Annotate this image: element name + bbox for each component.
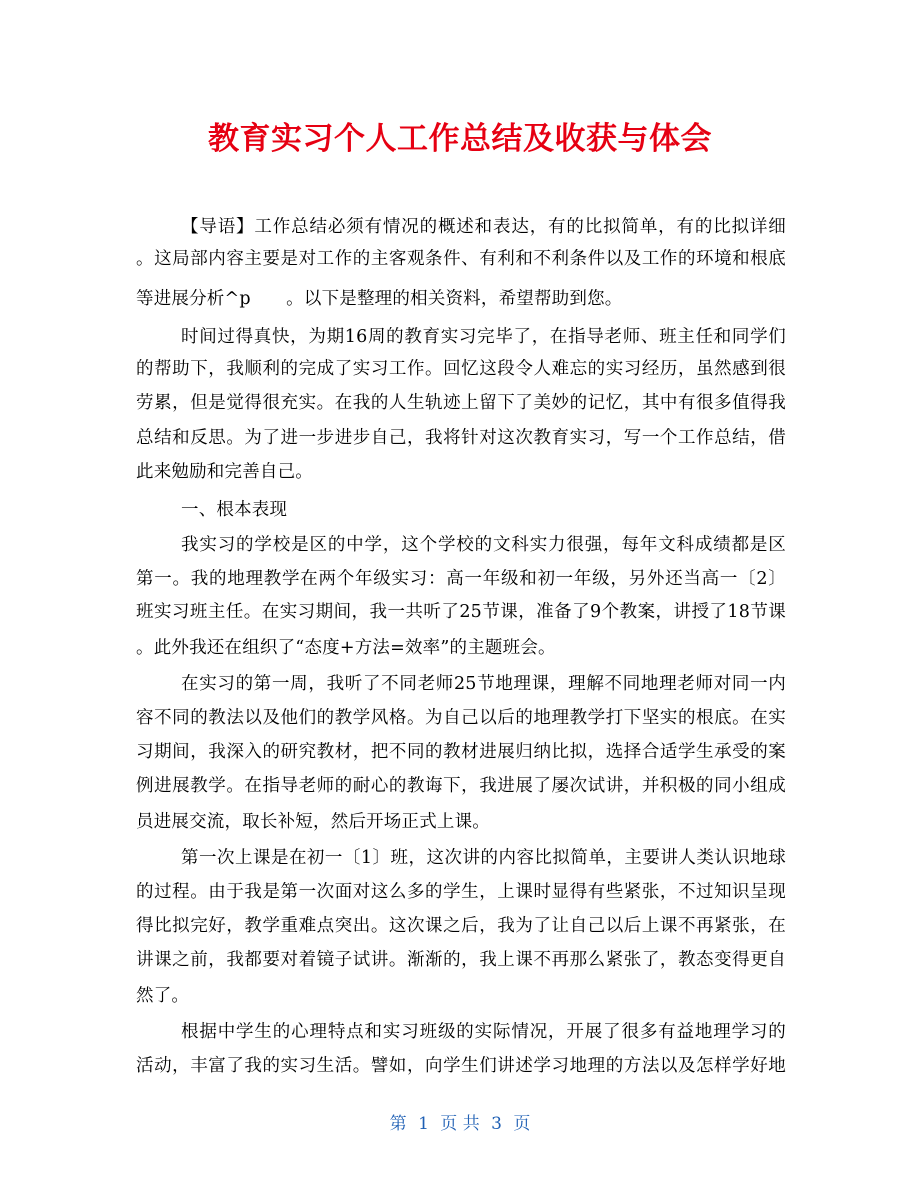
- paragraph-line: 。此外我还在组织了“态度+方法=效率”的主题班会。: [136, 638, 556, 658]
- paragraph-line: 例进展教学。在指导老师的耐心的教诲下，我进展了屡次试讲，并积极的同小组成: [136, 776, 786, 796]
- paragraph-line: 讲课之前，我都要对着镜子试讲。渐渐的，我上课不再那么紧张了，教态变得更自: [136, 950, 786, 970]
- paragraph-line: 班实习班主任。在实习期间，我一共听了25节课，准备了9个教案，讲授了18节课: [136, 602, 786, 622]
- paragraph-line: 此来勉励和完善自己。: [136, 462, 313, 482]
- paragraph-line: 活动，丰富了我的实习生活。譬如，向学生们讲述学习地理的方法以及怎样学好地: [136, 1056, 786, 1076]
- paragraph-line: 时间过得真快，为期16周的教育实习完毕了，在指导老师、班主任和同学们: [181, 327, 786, 347]
- paragraph-line: 习期间，我深入的研究教材，把不同的教材进展归纳比拟，选择合适学生承受的案: [136, 742, 786, 762]
- document-title: 教育实习个人工作总结及收获与体会: [208, 121, 712, 157]
- paragraph-line: 的过程。由于我是第一次面对这么多的学生，上课时显得有些紧张，不过知识呈现: [136, 882, 786, 902]
- paragraph-line: 等进展分析^p 。以下是整理的相关资料，希望帮助到您。: [136, 289, 623, 309]
- paragraph-line: 【导语】工作总结必须有情况的概述和表达，有的比拟简单，有的比拟详细: [181, 217, 786, 237]
- paragraph-line: 。这局部内容主要是对工作的主客观条件、有利和不利条件以及工作的环境和根底: [136, 249, 786, 269]
- footer-middle: 页 共: [440, 1114, 480, 1134]
- footer-suffix: 页: [513, 1114, 531, 1134]
- section-heading: 一、根本表现: [181, 500, 288, 520]
- paragraph-line: 在实习的第一周，我听了不同老师25节地理课，理解不同地理老师对同一内: [181, 674, 786, 694]
- page-number: 1: [418, 1114, 429, 1134]
- paragraph-line: 容不同的教法以及他们的教学风格。为自己以后的地理教学打下坚实的根底。在实: [136, 708, 786, 728]
- paragraph-line: 第一次上课是在初一〔1〕班，这次讲的内容比拟简单，主要讲人类认识地球: [181, 848, 786, 868]
- paragraph-line: 根据中学生的心理特点和实习班级的实际情况，开展了很多有益地理学习的: [181, 1022, 786, 1042]
- paragraph-line: 第一。我的地理教学在两个年级实习：高一年级和初一年级，另外还当高一〔2〕: [136, 569, 786, 589]
- paragraph-line: 员进展交流，取长补短，然后开场正式上课。: [136, 812, 490, 832]
- page-total: 3: [491, 1114, 502, 1134]
- paragraph-line: 劳累，但是觉得很充实。在我的人生轨迹上留下了美妙的记忆，其中有很多值得我: [136, 393, 786, 413]
- paragraph-line: 得比拟完好，教学重难点突出。这次课之后，我为了让自己以后上课不再紧张，在: [136, 916, 786, 936]
- paragraph-line: 然了。: [136, 986, 190, 1006]
- paragraph-line: 的帮助下，我顺利的完成了实习工作。回忆这段令人难忘的实习经历，虽然感到很: [136, 359, 786, 379]
- footer-prefix: 第: [389, 1114, 407, 1134]
- page-footer: [0, 1112, 920, 1136]
- paragraph-line: 总结和反思。为了进一步进步自己，我将针对这次教育实习，写一个工作总结，借: [136, 428, 786, 448]
- paragraph-line: 我实习的学校是区的中学，这个学校的文科实力很强，每年文科成绩都是区: [181, 535, 786, 555]
